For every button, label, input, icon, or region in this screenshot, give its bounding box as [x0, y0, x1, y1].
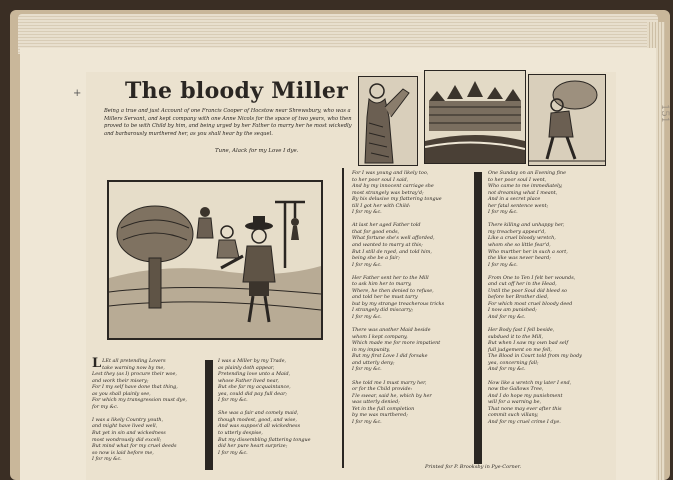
ballad-column-3: For I was young and likely too, to her poor soul I said, And by my innocent carriage she most strangely was betray'd; By his delusive my flattering tongue till I got her with Child: I for my &c. At last her aged Father told that for good ends, What fortune she's well afforded, and wanted to marry at this; But I still de nyed, and told him, being she be a fair; I for my &c. Her Father sent her to the Mill to ask him her to marry, Where, he then denied to refuse, and told her he must tarry but by my strange treacherous tricks I strangely did miscarry; I for my &c. There was another Maid beside whom I kept company, Which made me for more impatient in my impunity, But my first Love I did forsake and utterly deny; I for my &c. She told me I must marry her, or for the Child provide: I'le swear, said he, which by her was utterly denied; Yet in the full completion by me was murthered; I for my &c.	[352, 170, 445, 425]
ballad-column-2: I was a Miller by my Trade, as plainly doth appear, Pretending love unto a Maid, whose Father lived near, But she far my acquaintance, yea, could did pay full dear; I for my &c. She was a fair and comely maid, though modest, good, and wise, And was suppos'd all wickedness to utterly despise, But my dissembling flattering tongue did her pure heart surprize; I for my &c.	[218, 358, 311, 456]
column-rule-1	[205, 360, 213, 470]
page-number: 151	[659, 103, 671, 124]
ballad-column-4: One Sunday on an Evening fine to her poor soul I went, Who came to me immediately, not dreaming what I meant, And in a secret place her fatal sentence went; I for my &c. There killing and unhappy her, my treachery appear'd, Like a cruel bloody wretch, whom she so little fear'd, Who murther her in such a sort, the like was never heard; I for my &c. From One to Ten I felt her wounds, and cut off her in the Head, Until the poor Soul did bleed so before her Brother died, For which most cruel bloody deed I now am punished; And for my &c. Her Body fast I fell beside, subdued it to the Mill, But when I saw my own bad self full judgement on me fell, The Blood in Court told from my body yea, concerning fall; And for my &c. Now like a wretch my later I end, now the Gallows Tree, And I do hope my punishment will for a warning be, That none may ever after this commit such villany, And for my cruel crime I dye.	[488, 170, 582, 425]
column-rule-3	[474, 172, 482, 464]
ballad-title: The bloody Miller	[125, 78, 349, 104]
tune-line: Tune, Alack for my Love I dye.	[215, 148, 299, 154]
drop-cap: L	[92, 356, 102, 371]
column-1-text: LEt all pretending Lovers take warning now by me, Lest they (as I) procure their woe, and work their misery; For I my self have done that thing, as you shall plainly see, For which my transgression must dye, for my &c. I was a likely Country youth, and might have lived well, But yet in sin and wickedness most wondrously did excell; But mind what for my cruel deeds so now is laid before me, I for my &c.	[92, 358, 187, 463]
woodcut-town-image	[424, 70, 526, 164]
ballad-column-1	[92, 358, 204, 463]
woodcut-figure-image	[358, 76, 418, 166]
ballad-subtitle: Being a true and just Account of one Francis Cooper of Hocstow near Shrewsbury, who was a Millers Servant, and kept company with one Anne Nicols for the space of two years, who then proved to be with Child by him, and being urged by her Father to marry her he most wickedly and barbarously murthered her, as you shall hear by the sequel.	[104, 108, 352, 137]
woodcut-sack-carrier-image	[528, 74, 606, 166]
column-rule-2	[342, 168, 344, 468]
printer-imprint: Printed for P. Brooksby in Pye-Corner.	[425, 464, 522, 470]
woodcut-miller-scene-image	[107, 180, 323, 340]
registration-mark: +	[73, 88, 82, 99]
